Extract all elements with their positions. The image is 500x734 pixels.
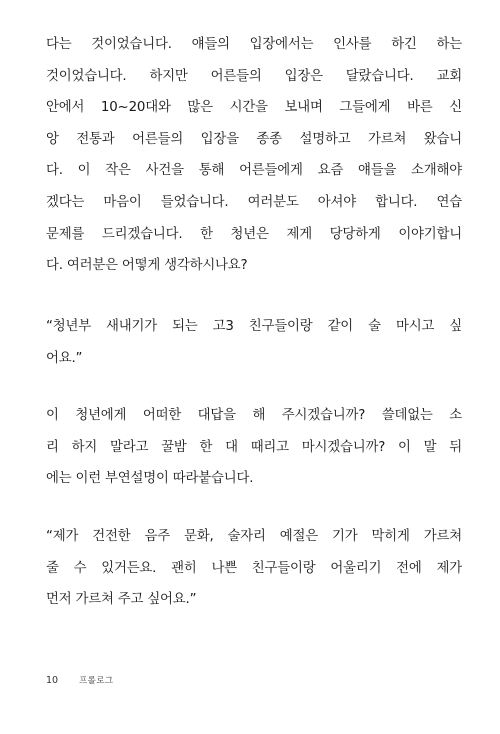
text-line: 것이었습니다. 하지만 어른들의 입장은 달랐습니다. 교회 (46, 68, 462, 84)
body-paragraph (46, 400, 462, 495)
page-number: 10 (46, 674, 59, 686)
text-line: 리 하지 말라고 꿀밤 한 대 때리고 마시겠습니까? 이 말 뒤 (46, 439, 462, 455)
text-line: 이 청년에게 어떠한 대답을 해 주시겠습니까? 쓸데없는 소 (46, 408, 462, 423)
text-line: 문제를 드리겠습니다. 한 청년은 제게 당당하게 이야기합니 (46, 226, 462, 242)
text-line: 안에서 10~20대와 많은 시간을 보내며 그들에게 바른 신 (46, 100, 462, 116)
text-line: 먼저 가르쳐 주고 싶어요.” (46, 592, 197, 608)
text-line: 앙 전통과 어른들의 입장을 종종 설명하고 가르쳐 왔습니 (46, 131, 462, 147)
text-line: 어요.” (46, 350, 83, 366)
text-line: 겠다는 마음이 들었습니다. 여러분도 아셔야 합니다. 연습 (46, 194, 462, 210)
text-line: “청년부 새내기가 되는 고3 친구들이랑 같이 술 마시고 싶 (46, 319, 462, 334)
quote-paragraph (46, 521, 462, 616)
text-line: 줄 수 있거든요. 괜히 나쁜 친구들이랑 어울리기 전에 제가 (46, 560, 462, 576)
running-section-title: 프롤로그 (79, 676, 114, 686)
text-line: 다는 것이었습니다. 얘들의 입장에서는 인사를 하긴 하는 (46, 37, 462, 52)
text-line: “제가 건전한 음주 문화, 술자리 예절은 기가 막히게 가르쳐 (46, 529, 462, 544)
text-line: 다. 여러분은 어떻게 생각하시나요? (46, 258, 248, 274)
text-line: 다. 이 작은 사건을 통해 어른들에게 요즘 얘들을 소개해야 (46, 163, 462, 179)
page-footer (46, 672, 113, 688)
text-line: 에는 이런 부연설명이 따라붙습니다. (46, 471, 254, 487)
quote-paragraph (46, 311, 462, 374)
body-paragraph (46, 29, 462, 282)
